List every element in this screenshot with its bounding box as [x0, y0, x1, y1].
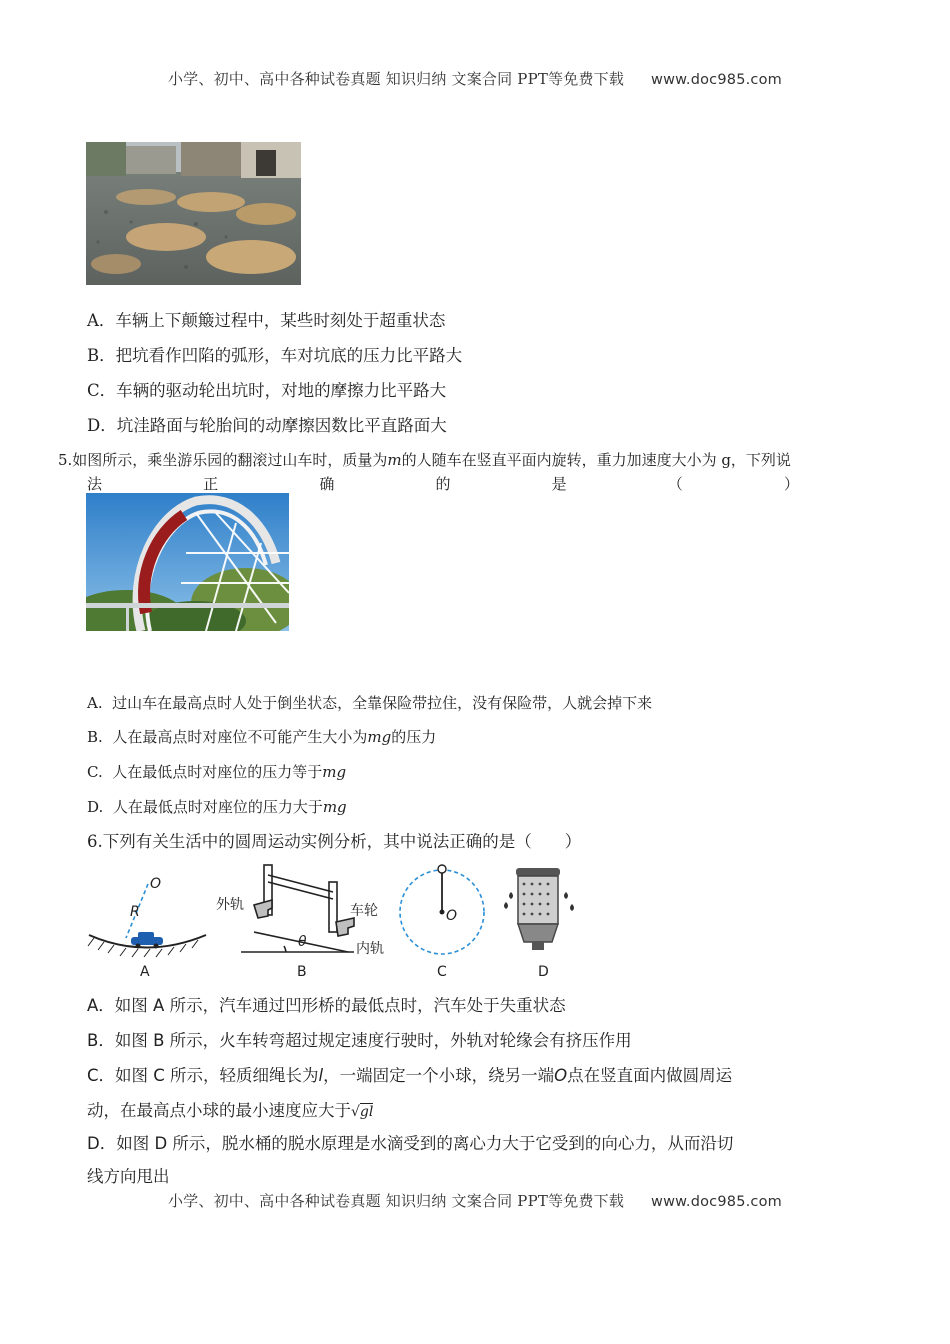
fig-a-r-label: R	[130, 904, 140, 920]
fig-a-caption: A	[140, 964, 150, 980]
fig-b-outer-rail: 外轨	[216, 897, 244, 913]
footer-text: 小学、初中、高中各种试卷真题 知识归纳 文案合同 PPT等免费下载	[167, 1192, 625, 1210]
q6-figure	[86, 860, 586, 985]
roller-coaster-photo	[86, 493, 289, 631]
figure-c-vertical-circle	[400, 865, 484, 954]
q4-option-c: C．车辆的驱动轮出坑时，对地的摩擦力比平路大	[87, 381, 447, 400]
q4-option-a: A．车辆上下颠簸过程中，某些时刻处于超重状态	[87, 311, 446, 330]
q5-option-a: A. 过山车在最高点时人处于倒坐状态，全靠保险带拉住，没有保险带，人就会掉下来	[87, 694, 653, 712]
q5-option-d: D. 人在最低点时对座位的压力大于mg	[87, 798, 347, 816]
q5-option-c: C. 人在最低点时对座位的压力等于mg	[87, 763, 347, 781]
figure-d-spin-dryer	[504, 868, 574, 950]
q5-stem-line2: 法 正 确 的 是 （ ）	[87, 475, 799, 493]
fig-d-caption: D	[538, 964, 549, 980]
footer-site[interactable]: www.doc985.com	[651, 1194, 783, 1210]
q5-option-b: B. 人在最高点时对座位不可能产生大小为mg的压力	[87, 728, 437, 746]
fig-b-caption: B	[297, 964, 307, 980]
q6-option-d-line2: 线方向甩出	[87, 1167, 170, 1186]
fig-c-o-label: O	[446, 908, 458, 924]
fig-a-o-label: O	[150, 876, 162, 892]
fig-b-wheel: 车轮	[350, 903, 378, 919]
page-header	[0, 68, 950, 89]
q6-option-c-line1: C．如图 C 所示，轻质细绳长为l，一端固定一个小球，绕另一端O点在竖直面内做圆周运	[87, 1066, 733, 1085]
q6-option-b: B．如图 B 所示，火车转弯超过规定速度行驶时，外轨对轮缘会有挤压作用	[87, 1031, 632, 1050]
q4-option-b: B．把坑看作凹陷的弧形，车对坑底的压力比平路大	[87, 346, 463, 365]
page-footer	[0, 1190, 950, 1211]
pothole-road-photo	[86, 142, 301, 285]
q4-option-d: D．坑洼路面与轮胎间的动摩擦因数比平直路面大	[87, 416, 447, 435]
q6-stem: 6.下列有关生活中的圆周运动实例分析，其中说法正确的是（ ）	[87, 832, 582, 851]
fig-b-theta: θ	[298, 934, 307, 950]
figure-a-concave-bridge	[88, 884, 206, 957]
q6-option-d-line1: D．如图 D 所示，脱水桶的脱水原理是水滴受到的离心力大于它受到的向心力，从而沿切	[87, 1134, 734, 1153]
fig-c-caption: C	[437, 964, 447, 980]
q6-option-a: A．如图 A 所示，汽车通过凹形桥的最低点时，汽车处于失重状态	[87, 996, 566, 1015]
q5-stem: 5.如图所示，乘坐游乐园的翻滚过山车时，质量为m的人随车在竖直平面内旋转，重力加速度大小为 g，下列说	[58, 451, 791, 469]
header-text: 小学、初中、高中各种试卷真题 知识归纳 文案合同 PPT等免费下载	[167, 70, 625, 88]
header-site[interactable]: www.doc985.com	[651, 72, 783, 88]
q6-option-c-line2: 动，在最高点小球的最小速度应大于√gl	[87, 1101, 374, 1120]
fig-b-inner-rail: 内轨	[356, 941, 384, 957]
